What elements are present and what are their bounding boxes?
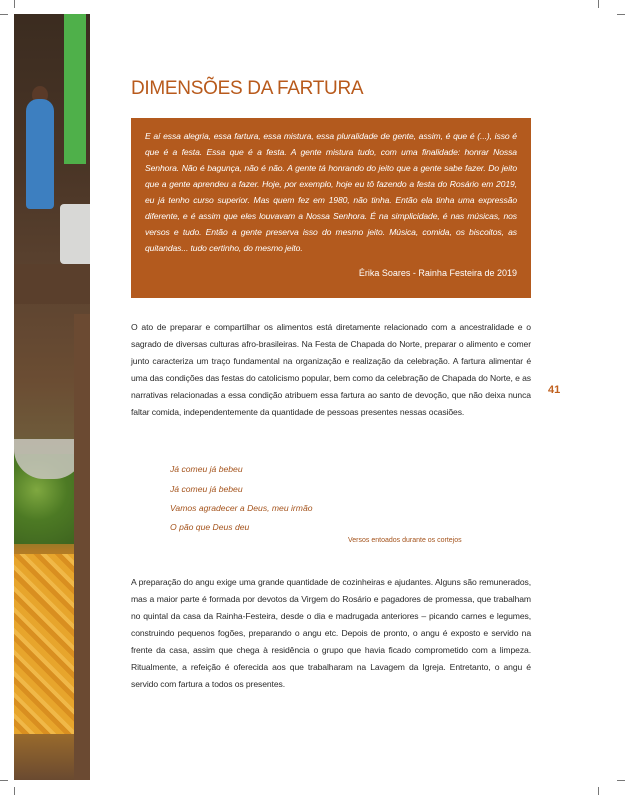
page-title: DIMENSÕES DA FARTURA: [131, 78, 364, 99]
verse-line: O pão que Deus deu: [170, 522, 250, 532]
photo-door: [64, 14, 86, 164]
quote-box: [131, 118, 531, 298]
photo-post: [74, 314, 90, 780]
crop-mark: [617, 780, 625, 781]
crop-mark: [0, 780, 8, 781]
paragraph-2: A preparação do angu exige uma grande quantidade de cozinheiras e ajudantes. Alguns são remunerados, mas a maior parte é formada por devotos da Virgem do Rosário e pagadores de promessa, que trabalham no quintal da casa da Rainha-Festeira, desde o dia e madrugada anteriores – picando carnes e legumes, construindo pequenos fogões, preparando o angu etc. Depois de pronto, o angu é exposto e servido na frente da casa, assim que chega à residência o grupo que havia ficado comprometido com a limpeza. Ritualmente, a refeição é oferecida aos que trabalharam na Lavagem da Igreja. Entretanto, o angu é servido com fartura a todos os presentes.: [131, 577, 531, 689]
verse-line: Vamos agradecer a Deus, meu irmão: [170, 503, 313, 513]
crop-mark: [14, 0, 15, 8]
quote-author: Érika Soares - Rainha Festeira de 2019: [358, 268, 517, 278]
verse-line: Já comeu já bebeu: [170, 484, 243, 494]
crop-mark: [14, 787, 15, 795]
crop-mark: [617, 14, 625, 15]
side-photo: [14, 14, 90, 780]
crop-mark: [598, 0, 599, 8]
photo-person: [26, 99, 54, 209]
quote-text: E aí essa alegria, essa fartura, essa mistura, essa pluralidade de gente, assim, é que é (...), isso é que é a festa. Essa que é a festa. A gente mistura tudo, com uma finalidade: honrar Nossa Senhora. Não é bagunça, não é não. A gente tá honrando do jeito que a gente sabe fazer. Do jeito que a gente aprendeu a fazer. Hoje, por exemplo, hoje eu tô fazendo a festa do Rosário em 2019, eu já tenho curso superior. Mas quem fez em 1980, não tinha. Então ela tinha uma expressão diferente, e é assim que eles louvavam a Nossa Senhora. É na simplicidade, é nas músicas, nos versos e tudo. Então a gente preserva isso do mesmo jeito. Música, comida, os biscoitos, as quitandas... tudo certinho, do mesmo jeito.: [145, 131, 517, 253]
verses-caption: Versos entoados durante os cortejos: [348, 537, 462, 544]
crop-mark: [598, 787, 599, 795]
photo-table: [14, 264, 90, 304]
page-number: 41: [548, 384, 561, 396]
verse-line: Já comeu já bebeu: [170, 464, 243, 474]
crop-mark: [0, 14, 8, 15]
paragraph-1: O ato de preparar e compartilhar os alimentos está diretamente relacionado com a ancestralidade e o sagrado de diversas culturas afro-brasileiras. Na Festa de Chapada do Norte, preparar o alimento e comer junto caracteriza um traço fundamental na organização e realização da celebração. A fartura alimentar é uma das condições das festas do catolicismo popular, bem como da celebração de Chapada do Norte, e as narrativas relacionadas a essa condição atribuem essa fartura ao santo de devoção, que não deixa nunca faltar comida, independentemente da quantidade de pessoas presentes nessas ocasiões.: [131, 322, 531, 417]
photo-pot: [60, 204, 90, 264]
